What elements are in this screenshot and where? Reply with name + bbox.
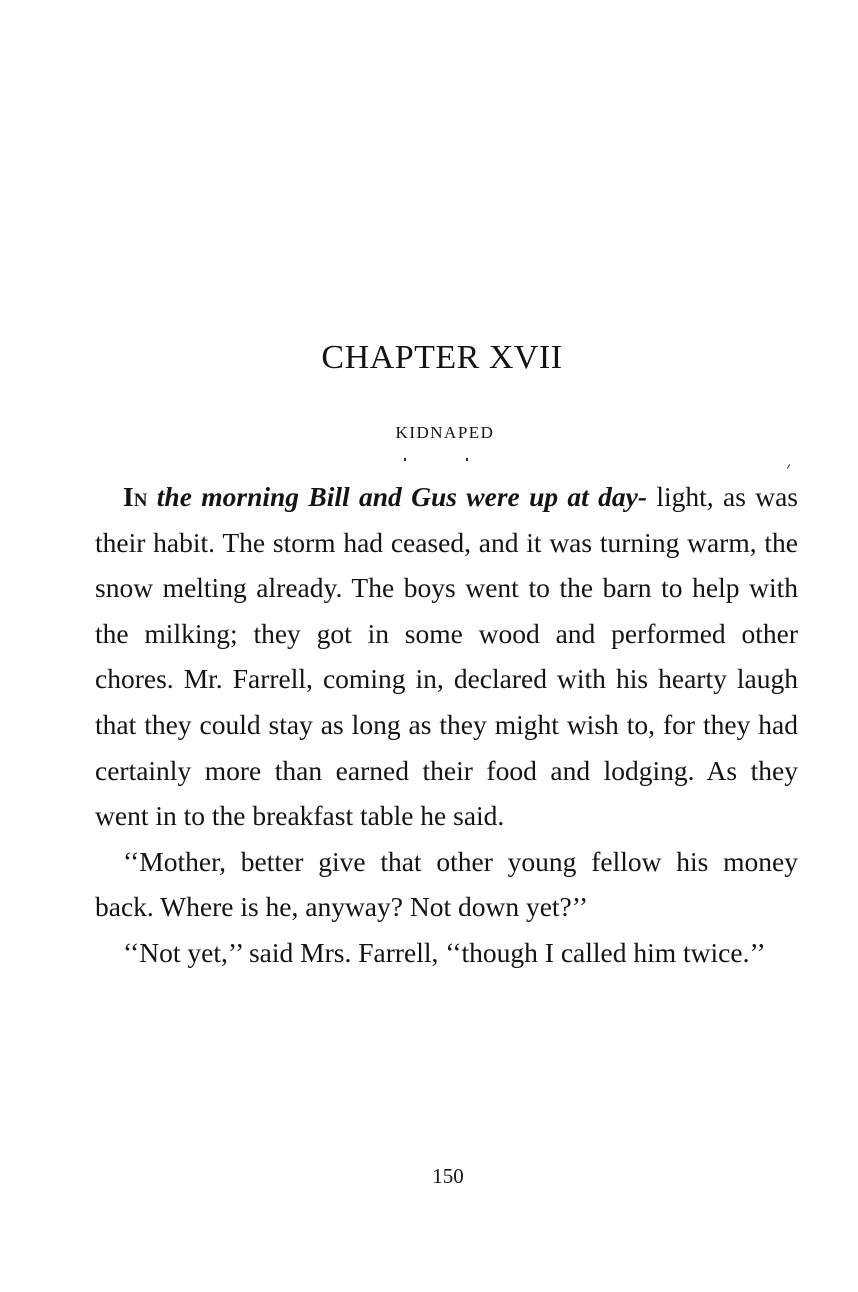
print-speck (466, 458, 468, 461)
paragraph: ‘‘Not yet,’’ said Mrs. Farrell, ‘‘though I called him twice.’’ (123, 936, 766, 968)
page-number: 150 (432, 1164, 464, 1188)
opening-small-caps: In (123, 481, 148, 512)
chapter-body (95, 474, 798, 976)
paragraph (95, 474, 798, 839)
print-speck (404, 458, 406, 461)
print-specks (0, 452, 858, 472)
opening-phrase: the morning Bill and Gus were up at day- (147, 481, 648, 512)
chapter-subtitle: KIDNAPED (395, 423, 495, 442)
paragraph: ‘‘Mother, better give that other young fellow his money back. Where is he, anyway? Not down yet?’’ (95, 845, 798, 923)
print-speck (787, 464, 790, 469)
paragraph-text: light, as was their habit. The storm had ceased, and it was turning warm, the snow melting already. The boys went to the barn to help with the milking; they got in some wood and performed other chores. Mr. Farrell, coming in, declared with his hearty laugh that they could stay as long as they might wish to, for they had certainly more than earned their food and lodging. As they went in to the breakfast table he said. (95, 481, 798, 832)
chapter-heading: CHAPTER XVII (321, 339, 563, 376)
